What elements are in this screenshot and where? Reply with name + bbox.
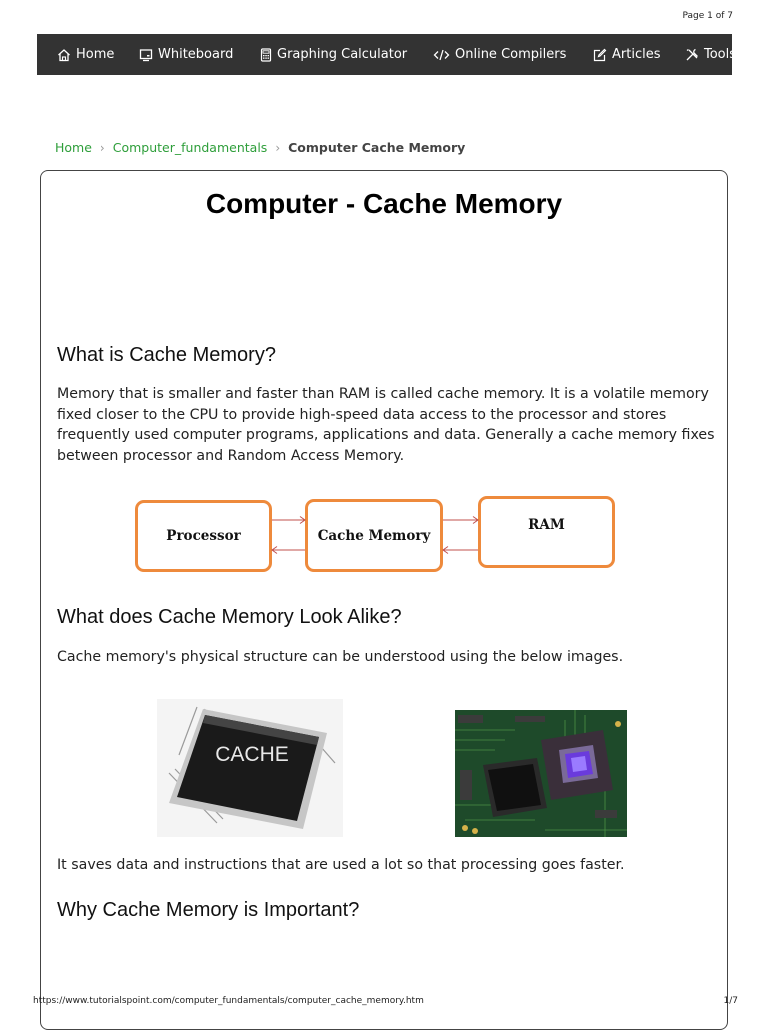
nav-item-home[interactable] <box>57 34 114 75</box>
tools-icon <box>685 48 699 62</box>
nav-label-home: Home <box>76 47 115 62</box>
diagram-box-ram: RAM <box>478 496 615 568</box>
nav-label-tools: Tools <box>704 47 737 62</box>
section-paragraph-look-alike: Cache memory's physical structure can be understood using the below images. <box>57 649 624 665</box>
nav-item-online-compilers[interactable] <box>433 34 566 75</box>
nav-item-articles[interactable] <box>593 34 660 75</box>
breadcrumb-home-link[interactable]: Home <box>55 140 92 155</box>
breadcrumb-current: Computer Cache Memory <box>288 140 466 155</box>
section-paragraph-what-is-cache: Memory that is smaller and faster than RAM is called cache memory. It is a volatile memory fixed closer to the CPU to provide high-speed data access to the processor and stores frequently used computer programs, applications and data. Generally a cache memory fixes between processor and Random Access Memory. <box>57 386 715 464</box>
calculator-icon <box>260 48 272 62</box>
diagram-box-processor: Processor <box>135 500 272 572</box>
section-heading-why-important: Why Cache Memory is Important? <box>57 899 360 921</box>
nav-label-online-compilers: Online Compilers <box>455 47 567 62</box>
nav-label-articles: Articles <box>612 47 661 62</box>
diagram-box-cache-memory: Cache Memory <box>305 499 443 572</box>
code-icon <box>433 48 450 62</box>
chevron-right-icon: › <box>275 140 281 155</box>
chip-label: CACHE <box>215 743 289 766</box>
section-heading-what-is-cache: What is Cache Memory? <box>57 344 276 366</box>
nav-item-tools[interactable] <box>685 34 736 75</box>
arrow-ram-to-cache <box>443 547 478 554</box>
breadcrumb-section-link[interactable]: Computer_fundamentals <box>112 140 268 155</box>
breadcrumb <box>55 140 465 155</box>
section-heading-look-alike: What does Cache Memory Look Alike? <box>57 606 402 628</box>
home-icon <box>57 48 71 62</box>
cache-chip-image <box>157 699 343 837</box>
page-title: Computer - Cache Memory <box>205 188 563 219</box>
nav-label-graphing-calculator: Graphing Calculator <box>277 47 408 62</box>
paragraph-saves-data: It saves data and instructions that are used a lot so that processing goes faster. <box>57 857 625 873</box>
top-navbar <box>37 34 737 75</box>
nav-item-whiteboard[interactable] <box>139 34 233 75</box>
chevron-right-icon: › <box>99 140 105 155</box>
nav-label-whiteboard: Whiteboard <box>158 47 234 62</box>
nav-item-graphing-calculator[interactable] <box>260 34 407 75</box>
diagram-arrows <box>130 494 620 578</box>
arrow-processor-to-cache <box>272 517 305 524</box>
arrow-cache-to-ram <box>443 517 478 524</box>
arrow-cache-to-processor <box>272 547 305 554</box>
circuit-board-image <box>455 710 627 837</box>
edit-icon <box>593 48 607 62</box>
whiteboard-icon <box>139 48 153 62</box>
cache-memory-diagram <box>130 494 620 578</box>
print-footer-url: https://www.tutorialspoint.com/computer_fundamentals/computer_cache_memory.htm <box>33 996 424 1006</box>
print-page-label: Page 1 of 7 <box>682 11 733 21</box>
print-footer-page: 1/7 <box>723 996 738 1006</box>
